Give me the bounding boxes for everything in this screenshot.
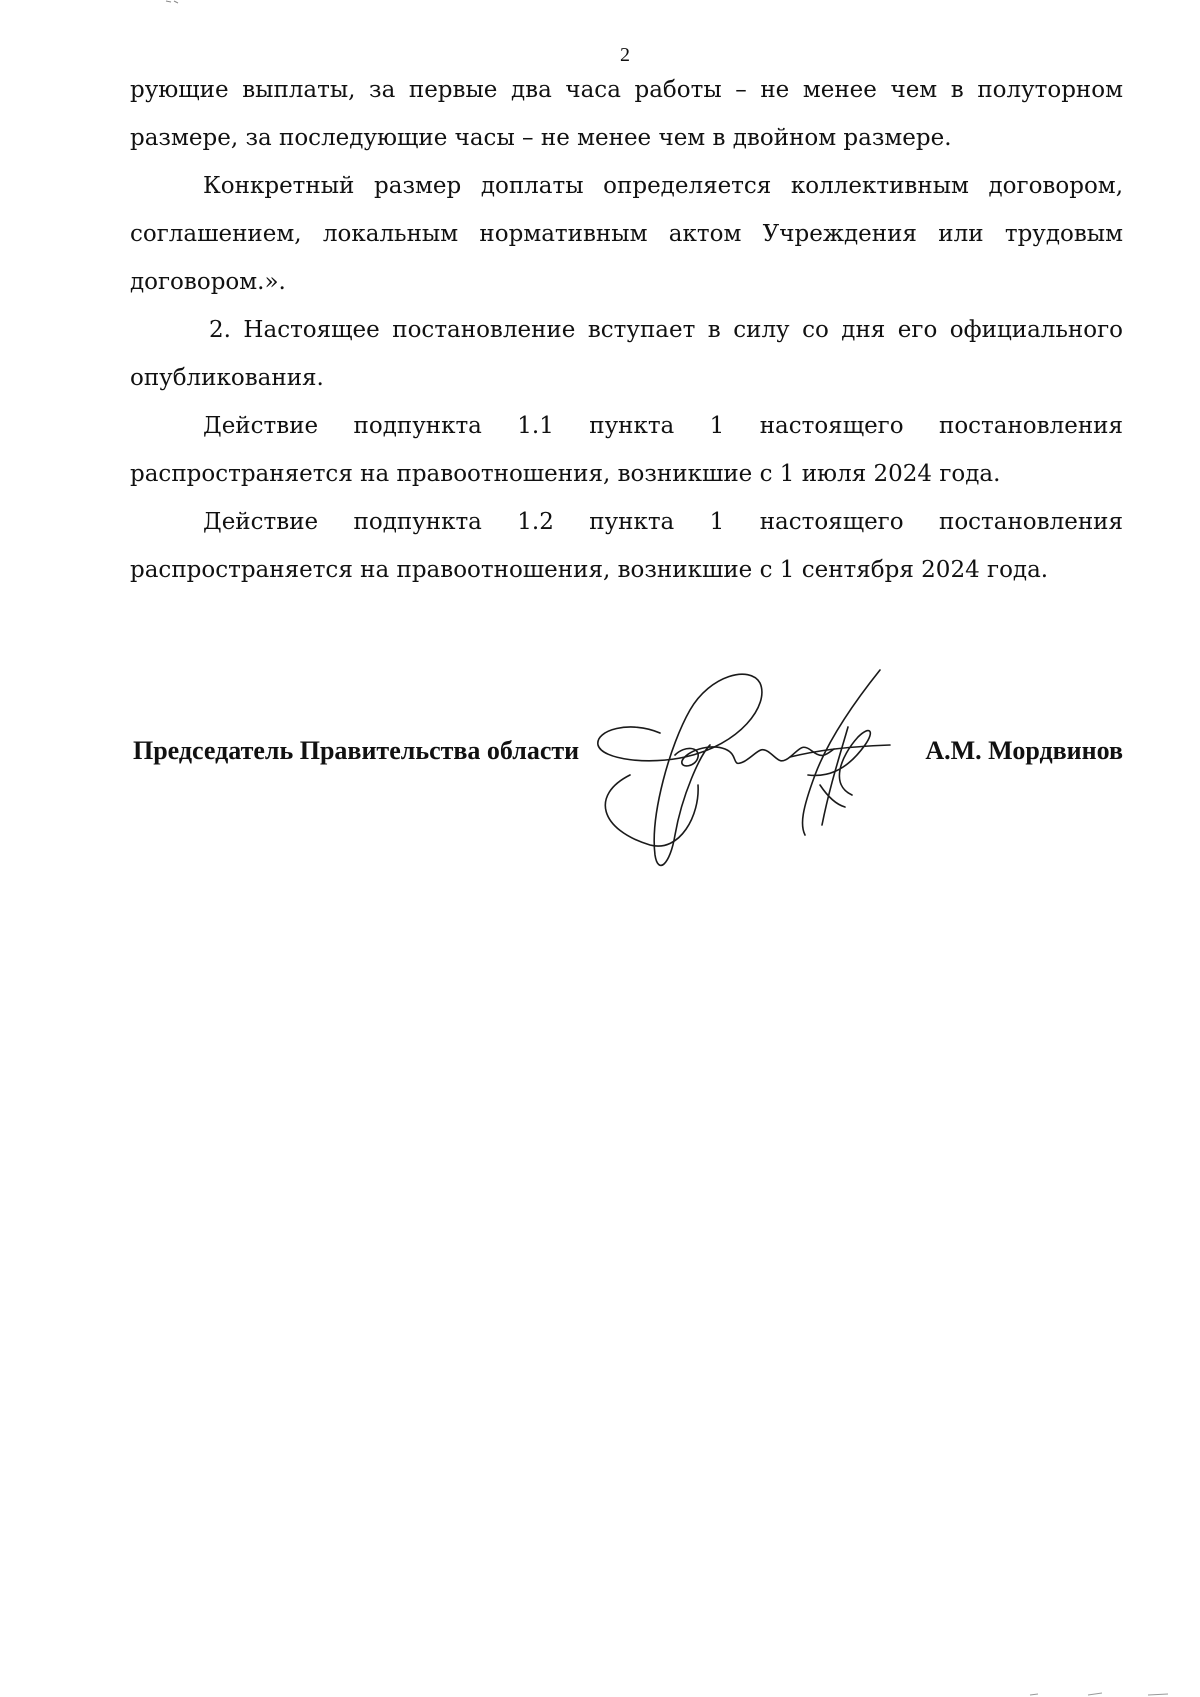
document-body	[130, 66, 1123, 594]
paragraph: Действие подпункта 1.2 пункта 1 настоящего постановления распространяется на правоотношения, возникшие с 1 сентября 2024 года.	[130, 509, 1123, 583]
signer-name: А.М. Мордвинов	[925, 736, 1123, 765]
paragraph-continuation: рующие выплаты, за первые два часа работы – не менее чем в полуторном размере, за последующие часы – не менее чем в двойном размере.	[130, 77, 1123, 151]
signer-title: Председатель Правительства области	[133, 736, 580, 765]
page-number: 2	[620, 44, 630, 66]
scan-mark	[1028, 1690, 1178, 1697]
handwritten-signature	[590, 665, 940, 880]
paragraph: Конкретный размер доплаты определяется коллективным договором, соглашением, локальным нормативным актом Учреждения или трудовым договором.».	[130, 173, 1123, 295]
paragraph-item-2: 2. Настоящее постановление вступает в силу со дня его официального опубликования.	[130, 317, 1123, 391]
scan-mark	[165, 0, 179, 4]
paragraph: Действие подпункта 1.1 пункта 1 настоящего постановления распространяется на правоотношения, возникшие с 1 июля 2024 года.	[130, 413, 1123, 487]
